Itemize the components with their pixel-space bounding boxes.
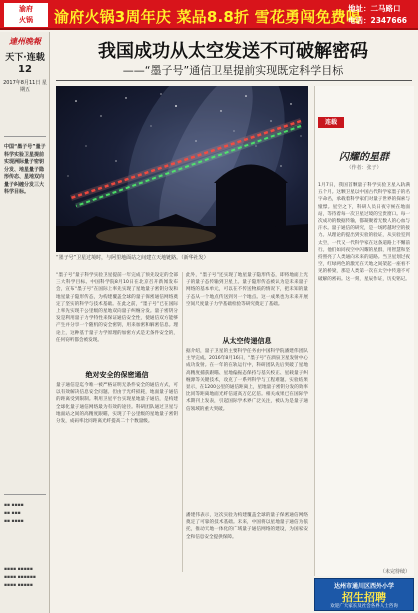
photo-caption: “墨子号”卫星过境时，与阿里地面站之间建立天地链路。（新华社发） <box>56 255 209 261</box>
lead-summary: 中国“墨子号”量子科学实验卫星提前实现洲际量子密钥分发、地星量子隐形传态、星地双向量子纠缠分发三大科学目标。 <box>4 144 46 195</box>
ad-headline: 渝府火锅3周年庆 菜品8.8折 雪花勇闯免费喝 <box>54 8 362 26</box>
divider <box>4 494 46 495</box>
column-divider <box>182 272 183 572</box>
ad-logo <box>4 3 48 27</box>
article-column-1: “墨子号”量子科学实验卫星提前一年完成了预先设定的全部三大科学目标。中国科学院8月10日在北京召开新闻发布会，宣布“墨子号”在国际上率先实现了星地量子密钥分发和地星量子隐形传态，为构建覆盖全球的量子保密通信网络奠定了坚实的科学与技术基础。在此之前，“墨子号”已在国际上率先实现千公里级的星地双向量子纠缠分发。量子密钥分发是利用量子力学特性来保证通信安全性，使通信双方能够产生并分享一个随机的安全密钥，用来加密和解密信息。理论上，这种基于量子力学原理的加密方式是无条件安全的，任何窃听都会被发现。 <box>56 273 178 343</box>
recruit-subtext: 欢迎广大家长及社会各界人士咨询 <box>330 604 398 609</box>
paper-name: 達州晚報 <box>9 36 41 46</box>
section-heading-2: 从太空传递信息 <box>222 337 272 345</box>
section-name: 天下·连载 <box>5 53 45 63</box>
photo-illustration <box>56 86 308 252</box>
ad-phone: 电话：2347666 <box>348 16 408 25</box>
section-heading-1: 绝对安全的保密通信 <box>85 371 149 379</box>
ad-contact <box>348 3 416 27</box>
ad-logo-line1: 渝府 <box>19 5 33 13</box>
issue-date: 2017年8月11日 星期五 <box>3 80 47 93</box>
article-column-2-end: 潘建伟表示，这次实验为构建覆盖全球的量子保密通信网络奠定了可靠的技术基础。未来，中国将以星地量子通信为依托，推动天地一体化的广域量子通信网络的建设，为国家安全和信息安全提供保障。 <box>186 513 308 540</box>
school-name: 达州市通川区西外小学 <box>333 583 394 590</box>
recruit-headline: 招生招聘 <box>342 591 386 604</box>
ad-logo-line2: 火锅 <box>19 16 33 24</box>
school-advertisement <box>314 578 414 611</box>
feature-author: （作者：张子） <box>346 165 382 171</box>
masthead-column <box>0 32 50 613</box>
feature-tag: 连载 <box>318 117 344 128</box>
ad-address: 地址：二马路口 <box>348 4 401 13</box>
article-subtitle: ——“墨子号”通信卫星提前实现既定科学目标 <box>122 64 344 77</box>
article-column-2-cont: 据介绍，量子卫星的主要科学任务由中国科学院潘建伟团队主导完成。2016年8月16日，“墨子号”在酒泉卫星发射中心成功发射。在一年的在轨运行中，科研团队先后突破了星地高精度捕获跟瞄、星地偏振态保持与基矢校正、星载量子纠缠源等关键技术，攻克了一系列科学与工程难题。实验结果显示，在1200公里的通信距离上，星地量子密钥分发的效率比同等距离地面光纤信道高万亿亿倍。相关成果已在国际学术期刊上发表，引起国际学术界广泛关注，被认为是量子通信领域的重大突破。 <box>186 349 308 412</box>
top-advertisement <box>0 0 418 30</box>
article-title: 我国成功从太空发送不可破解密码 <box>98 41 368 62</box>
article-column-1-cont: 量子通信是迄今唯一被严格证明无条件安全的通信方式，可以有效解决信息安全问题。但由于光纤损耗，地面量子通信的距离受到限制。利用卫星平台实现星地量子通信，是构建全球化量子通信网络最为有效的途径。科研团队通过卫星与地面站之间的高精度跟瞄，实现了千公里级的星地量子密钥分发，成码率比同距离光纤提高二十个数量级。 <box>56 383 178 425</box>
feature-body: 1月7日，我国首颗量子科学实验卫星入轨满五个月。这颗卫星以中国古代科学家墨子的名字命名，承载着科学家们对量子世界的探索与憧憬。星空之下，科研人员日夜守候在地面站，等待着每一次卫星过境的宝贵窗口。每一次成功的数据传输，都凝聚着无数人的心血与汗水。量子通信的研究，是一场跨越时空的接力。从理论的提出到实验的验证，从实验室到太空，一代又一代科学家在这条道路上不懈前行。他们如同夜空中闪耀的星群，用智慧和坚持照亮了人类通向未来的道路。当卫星划过夜空，红绿两色的激光在天地之间架起一座看不见的桥梁，那是人类第一次在太空中传递不可破解的密码。这一刻，星辰作证，历史铭记。 <box>318 183 410 282</box>
satellite-laser-photo <box>56 86 308 252</box>
staff-credits: ▪▪ ▪▪▪▪ ▪▪ ▪▪▪ ▪▪ ▪▪▪▪ ▪▪▪▪ ▪▪▪▪▪ ▪▪▪▪ ▪▪▪▪▪▪ ▪▪▪▪ ▪▪▪▪▪ <box>4 503 36 588</box>
feature-title: 闪耀的星群 <box>339 152 389 163</box>
page-number: 12 <box>18 64 32 75</box>
divider <box>4 136 46 137</box>
article-column-2: 此外，“墨子号”还实现了地星量子隐形传态，即将地面上光子的量子态传输到卫星上。量子隐形传态被认为是未来量子网络的基本单元，可以在不传送物质的情况下，把未知的量子态从一个地点传送到另一个地点。这一成果也为未来开展空间尺度量子力学基础检验等研究奠定了基础。 <box>186 273 308 307</box>
title-divider <box>56 80 412 81</box>
to-be-continued: （未完待续） <box>379 569 410 575</box>
